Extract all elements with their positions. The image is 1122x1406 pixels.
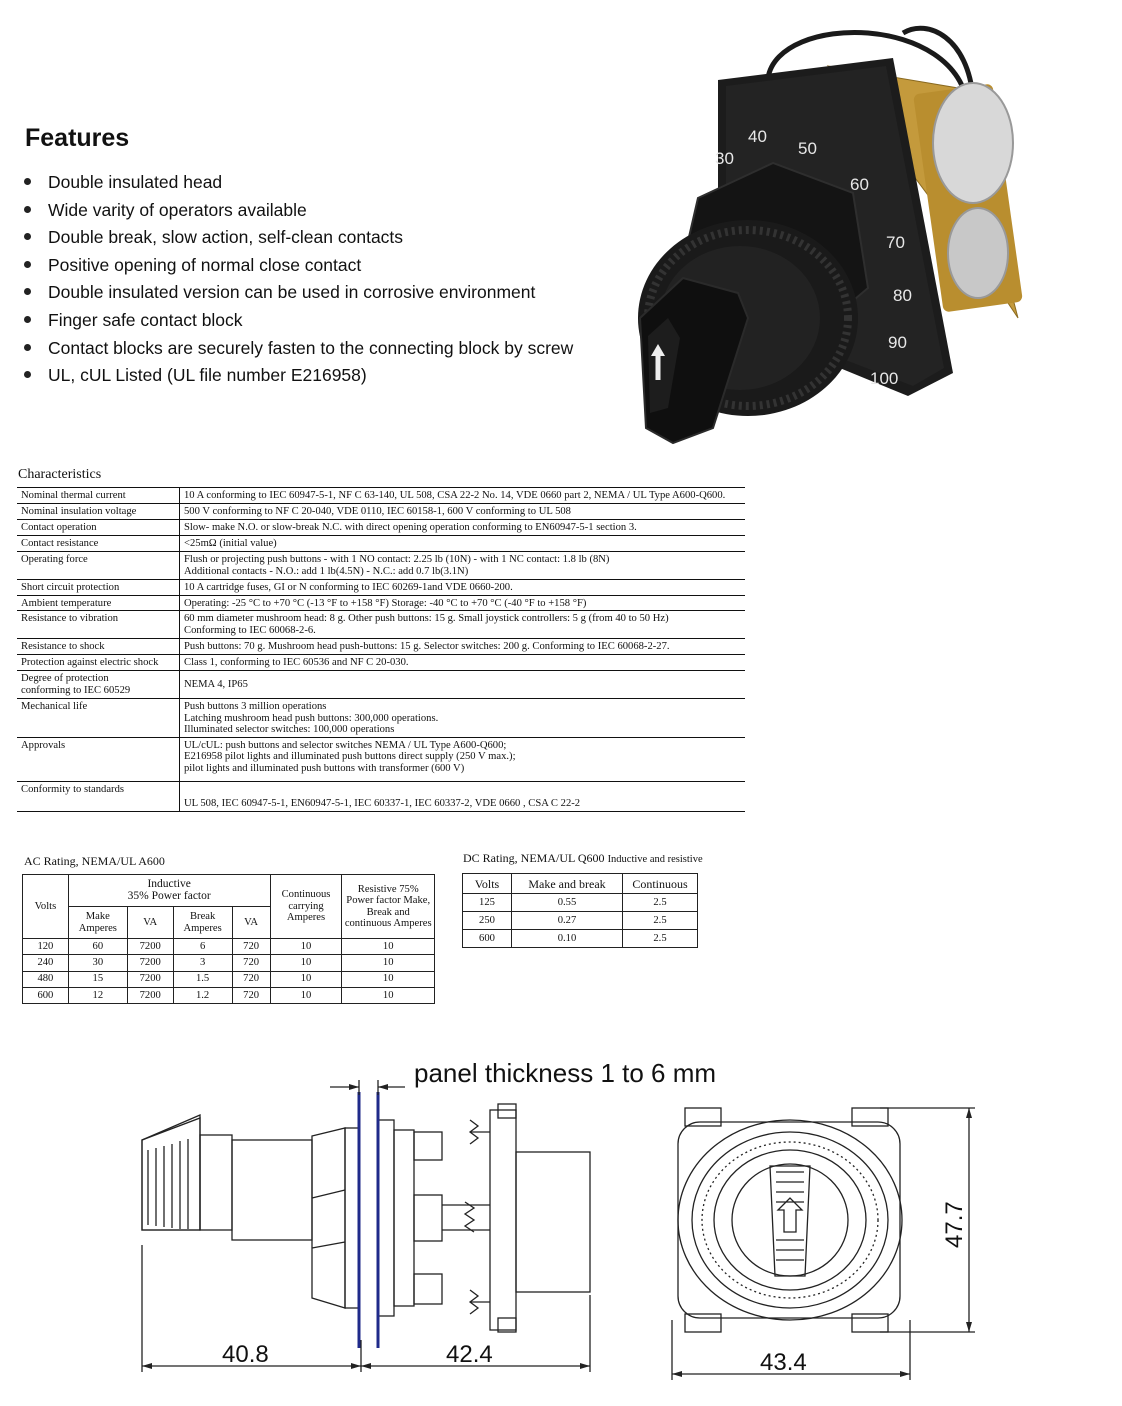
- spec-value: NEMA 4, IP65: [180, 671, 746, 699]
- cell: 720: [232, 971, 270, 987]
- cell: 720: [232, 955, 270, 971]
- cell: 480: [23, 971, 69, 987]
- cell: 600: [463, 930, 512, 948]
- spec-label: Approvals: [17, 737, 180, 781]
- ac-rating-table: [22, 874, 435, 1004]
- spec-value: 500 V conforming to NF C 20-040, VDE 0110, IEC 60158-1, 600 V conforming to UL 508: [180, 504, 746, 520]
- dial-number: 50: [798, 139, 817, 158]
- table-row: [23, 987, 435, 1003]
- table-row: [17, 580, 745, 596]
- feature-item: [22, 225, 573, 253]
- spec-label: Nominal thermal current: [17, 488, 180, 504]
- bullet-icon: [24, 288, 31, 295]
- col-header: Continuous: [623, 874, 698, 894]
- table-header-row: [23, 875, 435, 907]
- table-row: [463, 930, 698, 948]
- cell: 2.5: [623, 894, 698, 912]
- cell: 2.5: [623, 912, 698, 930]
- panel-thickness-label: panel thickness 1 to 6 mm: [414, 1058, 717, 1088]
- feature-text: Positive opening of normal close contact: [48, 254, 362, 275]
- bullet-icon: [24, 316, 31, 323]
- table-header-row: [463, 874, 698, 894]
- table-row: [17, 552, 745, 580]
- spec-label: Short circuit protection: [17, 580, 180, 596]
- dc-rating-subtitle: Inductive and resistive: [607, 854, 703, 865]
- spec-label: Operating force: [17, 552, 180, 580]
- spec-value: Class 1, conforming to IEC 60536 and NF C 20-030.: [180, 655, 746, 671]
- feature-item: [22, 280, 573, 308]
- bullet-icon: [24, 178, 31, 185]
- bullet-icon: [24, 233, 31, 240]
- spec-label: Protection against electric shock: [17, 655, 180, 671]
- cell: 3: [173, 955, 232, 971]
- table-row: [17, 504, 745, 520]
- spec-label: Contact resistance: [17, 536, 180, 552]
- cell: 1.2: [173, 987, 232, 1003]
- dc-rating-table: [462, 873, 698, 948]
- col-header: Volts: [23, 875, 69, 939]
- table-row: [17, 536, 745, 552]
- dc-rating-title: [463, 851, 703, 866]
- dial-number: 40: [748, 127, 767, 146]
- table-row: [17, 520, 745, 536]
- spec-label: Resistance to vibration: [17, 611, 180, 639]
- table-row: [17, 488, 745, 504]
- dimension-drawing: [0, 1040, 1122, 1406]
- cell: 720: [232, 939, 270, 955]
- cell: 7200: [127, 939, 173, 955]
- table-row: [17, 611, 745, 639]
- table-row: [463, 894, 698, 912]
- spec-label: Nominal insulation voltage: [17, 504, 180, 520]
- table-row: [17, 737, 745, 781]
- table-row: [17, 699, 745, 738]
- spec-label: Mechanical life: [17, 699, 180, 738]
- feature-text: Finger safe contact block: [48, 309, 243, 330]
- table-row: [17, 781, 745, 811]
- dc-rating-title-text: DC Rating, NEMA/UL Q600: [463, 851, 605, 865]
- characteristics-table: [17, 487, 745, 812]
- spec-value: Slow- make N.O. or slow-break N.C. with direct opening operation conforming to EN60947-5-1 section 3.: [180, 520, 746, 536]
- cell: 12: [68, 987, 127, 1003]
- cell: 600: [23, 987, 69, 1003]
- cell: 10: [342, 939, 435, 955]
- cell: 30: [68, 955, 127, 971]
- cell: 10: [270, 939, 342, 955]
- col-header-group: [68, 875, 270, 907]
- spec-label: Degree of protection conforming to IEC 60529: [17, 671, 180, 699]
- front-view: [678, 1108, 902, 1332]
- table-row: [463, 912, 698, 930]
- cell: 7200: [127, 955, 173, 971]
- spec-value: Flush or projecting push buttons - with 1 NO contact: 2.25 lb (10N) - with 1 NC contact: 1.8 lb (8N) Additional contacts - N.O.: add 1 lb(4.5N) - N.C.: add 0.7 lb(3.1N): [180, 552, 746, 580]
- cell: 2.5: [623, 930, 698, 948]
- cell: 10: [270, 955, 342, 971]
- dial-number: 80: [893, 286, 912, 305]
- col-header: 35% Power factor: [127, 889, 211, 902]
- col-header: Continuous carrying Amperes: [270, 875, 342, 939]
- table-row: [17, 671, 745, 699]
- spec-value: UL/cUL: push buttons and selector switches NEMA / UL Type A600-Q600; E216958 pilot lights and illuminated push buttons direct supply (250 V max.); pilot lights and illuminated push buttons with transformer (600 V): [180, 737, 746, 781]
- features-title: Features: [25, 124, 130, 152]
- cell: 1.5: [173, 971, 232, 987]
- col-header: Make and break: [512, 874, 623, 894]
- spec-label: Ambient temperature: [17, 595, 180, 611]
- spec-value: Push buttons 3 million operations Latching mushroom head push buttons: 300,000 operations. Illuminated selector switches: 100,000 operations: [180, 699, 746, 738]
- spec-value: UL 508, IEC 60947-5-1, EN60947-5-1, IEC 60337-1, IEC 60337-2, VDE 0660 , CSA C 22-2: [180, 781, 746, 811]
- feature-text: Double insulated head: [48, 172, 223, 192]
- feature-text: Contact blocks are securely fasten to the connecting block by screw: [48, 337, 574, 358]
- feature-item: [22, 336, 573, 364]
- cell: 0.27: [512, 912, 623, 930]
- spec-value: 10 A cartridge fuses, GI or N conforming to IEC 60269-1and VDE 0660-200.: [180, 580, 746, 596]
- spec-value: Push buttons: 70 g. Mushroom head push-buttons: 15 g. Selector switches: 200 g. Conforming to IEC 60068-2-27.: [180, 639, 746, 655]
- cell: 120: [23, 939, 69, 955]
- cell: 0.10: [512, 930, 623, 948]
- col-header: Inductive: [147, 878, 191, 890]
- dim-label: 43.4: [760, 1349, 807, 1376]
- cell: 7200: [127, 971, 173, 987]
- bullet-icon: [24, 344, 31, 351]
- col-header: VA: [232, 907, 270, 939]
- features-list: [22, 170, 573, 391]
- spec-value: 60 mm diameter mushroom head: 8 g. Other push buttons: 15 g. Small joystick controllers: 5 g (from 40 to 50 Hz) Conforming to IEC 60068-2-6.: [180, 611, 746, 639]
- feature-item: [22, 198, 573, 226]
- product-photo: [628, 18, 1048, 450]
- cell: 250: [463, 912, 512, 930]
- cell: 15: [68, 971, 127, 987]
- col-header: VA: [127, 907, 173, 939]
- cell: 60: [68, 939, 127, 955]
- cell: 720: [232, 987, 270, 1003]
- spec-value: <25mΩ (initial value): [180, 536, 746, 552]
- bullet-icon: [24, 261, 31, 268]
- table-row: [23, 971, 435, 987]
- spec-label: Resistance to shock: [17, 639, 180, 655]
- cell: 10: [342, 971, 435, 987]
- table-row: [17, 639, 745, 655]
- feature-item: [22, 170, 573, 198]
- col-header: Volts: [463, 874, 512, 894]
- feature-item: [22, 308, 573, 336]
- cell: 10: [342, 987, 435, 1003]
- feature-item: [22, 253, 573, 281]
- side-view: [142, 1104, 590, 1332]
- dial-number: 100: [870, 369, 899, 388]
- cell: 7200: [127, 987, 173, 1003]
- spec-value: Operating: -25 °C to +70 °C (-13 °F to +158 °F) Storage: -40 °C to +70 °C (-40 °F to +158 °F): [180, 595, 746, 611]
- col-header: Break Amperes: [173, 907, 232, 939]
- dim-label: 47.7: [941, 1201, 968, 1248]
- bullet-icon: [24, 206, 31, 213]
- cell: 0.55: [512, 894, 623, 912]
- spec-label: Contact operation: [17, 520, 180, 536]
- spec-label: Conformity to standards: [17, 781, 180, 811]
- dial-number: 60: [850, 175, 869, 194]
- dial-number: 90: [888, 333, 907, 352]
- cell: 10: [342, 955, 435, 971]
- bullet-icon: [24, 371, 31, 378]
- dial-number: 30: [715, 149, 734, 168]
- dim-label: 40.8: [222, 1341, 269, 1368]
- feature-text: Double insulated version can be used in corrosive environment: [48, 282, 536, 303]
- feature-text: Double break, slow action, self-clean contacts: [48, 227, 404, 248]
- table-row: [17, 595, 745, 611]
- characteristics-title: Characteristics: [18, 467, 102, 482]
- cell: 10: [270, 971, 342, 987]
- cell: 240: [23, 955, 69, 971]
- col-header: Resistive 75% Power factor Make, Break and continuous Amperes: [342, 875, 435, 939]
- dial-number: 70: [886, 233, 905, 252]
- spec-value: 10 A conforming to IEC 60947-5-1, NF C 63-140, UL 508, CSA 22-2 No. 14, VDE 0660 part 2, NEMA / UL Type A600-Q600.: [180, 488, 746, 504]
- feature-text: UL, cUL Listed (UL file number E216958): [48, 365, 367, 386]
- table-row: [23, 955, 435, 971]
- col-header: Make Amperes: [68, 907, 127, 939]
- ac-rating-title: AC Rating, NEMA/UL A600: [24, 854, 165, 868]
- feature-item: [22, 363, 573, 391]
- feature-text: Wide varity of operators available: [48, 199, 307, 220]
- table-row: [17, 655, 745, 671]
- table-row: [23, 939, 435, 955]
- cell: 125: [463, 894, 512, 912]
- cell: 6: [173, 939, 232, 955]
- cell: 10: [270, 987, 342, 1003]
- dim-label: 42.4: [446, 1341, 493, 1368]
